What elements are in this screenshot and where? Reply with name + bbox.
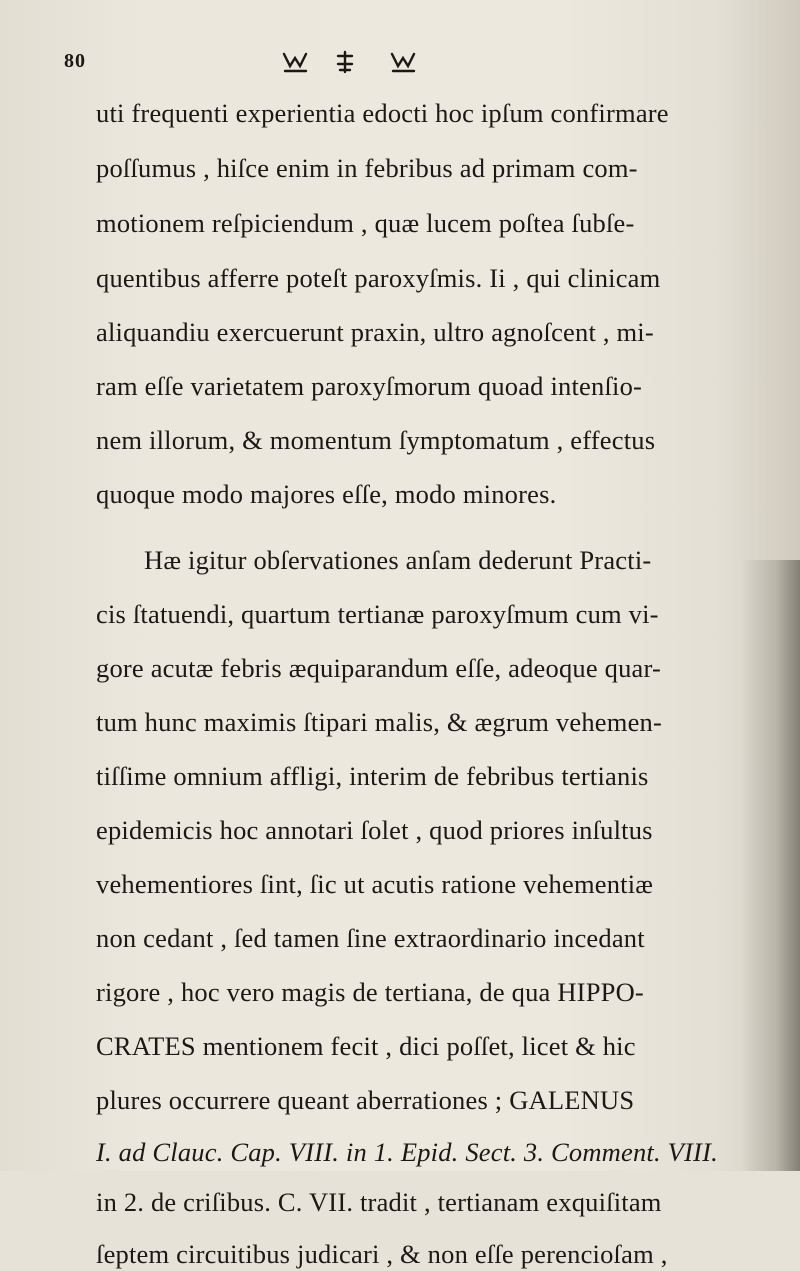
- text-line: poſſumus , hiſce enim in febribus ad primam com-: [96, 153, 638, 183]
- text-line: vehementiores ſint, ſic ut acutis ratione vehementiæ: [96, 869, 654, 899]
- page-edge-shadow: [740, 560, 800, 1171]
- three-crown-ornament-icon: [282, 50, 422, 76]
- text-line: quentibus afferre poteſt paroxyſmis. Ii , qui clinicam: [96, 263, 661, 293]
- text-line: in 2. de criſibus. C. VII. tradit , tertianam exquiſitam: [96, 1187, 662, 1217]
- text-line: non cedant , ſed tamen ſine extraordinario incedant: [96, 923, 645, 953]
- text-line: epidemicis hoc annotari ſolet , quod priores inſultus: [96, 815, 653, 845]
- page-number: 80: [64, 50, 86, 72]
- text-line: CRATES mentionem fecit , dici poſſet, licet & hic: [96, 1031, 636, 1061]
- text-line: tum hunc maximis ſtipari malis, & ægrum vehemen-: [96, 707, 663, 737]
- text-line: plures occurrere queant aberrationes ; GALENUS: [96, 1085, 635, 1115]
- text-line: aliquandiu exercuerunt praxin, ultro agnoſcent , mi-: [96, 317, 654, 347]
- text-line: uti frequenti experientia edocti hoc ipſum confirmare: [96, 98, 669, 128]
- text-line: gore acutæ febris æquiparandum eſſe, adeoque quar-: [96, 653, 662, 683]
- text-line: ram eſſe varietatem paroxyſmorum quoad intenſio-: [96, 371, 643, 401]
- text-line: motionem reſpiciendum , quæ lucem poſtea ſubſe-: [96, 208, 635, 238]
- text-line: quoque modo majores eſſe, modo minores.: [96, 479, 557, 509]
- text-line: cis ſtatuendi, quartum tertianæ paroxyſmum cum vi-: [96, 599, 659, 629]
- text-line: ſeptem circuitibus judicari , & non eſſe perencioſam ,: [96, 1239, 668, 1269]
- page-header: [64, 50, 744, 80]
- text-line: tiſſime omnium affligi, interim de febribus tertianis: [96, 761, 649, 791]
- paragraph-first-line: Hæ igitur obſervationes anſam dederunt Practi-: [144, 545, 652, 575]
- citation-line: I. ad Clauc. Cap. VIII. in 1. Epid. Sect. 3. Comment. VIII.: [96, 1137, 718, 1167]
- text-line: nem illorum, & momentum ſymptomatum , effectus: [96, 425, 656, 455]
- text-line: rigore , hoc vero magis de tertiana, de qua HIPPO-: [96, 977, 644, 1007]
